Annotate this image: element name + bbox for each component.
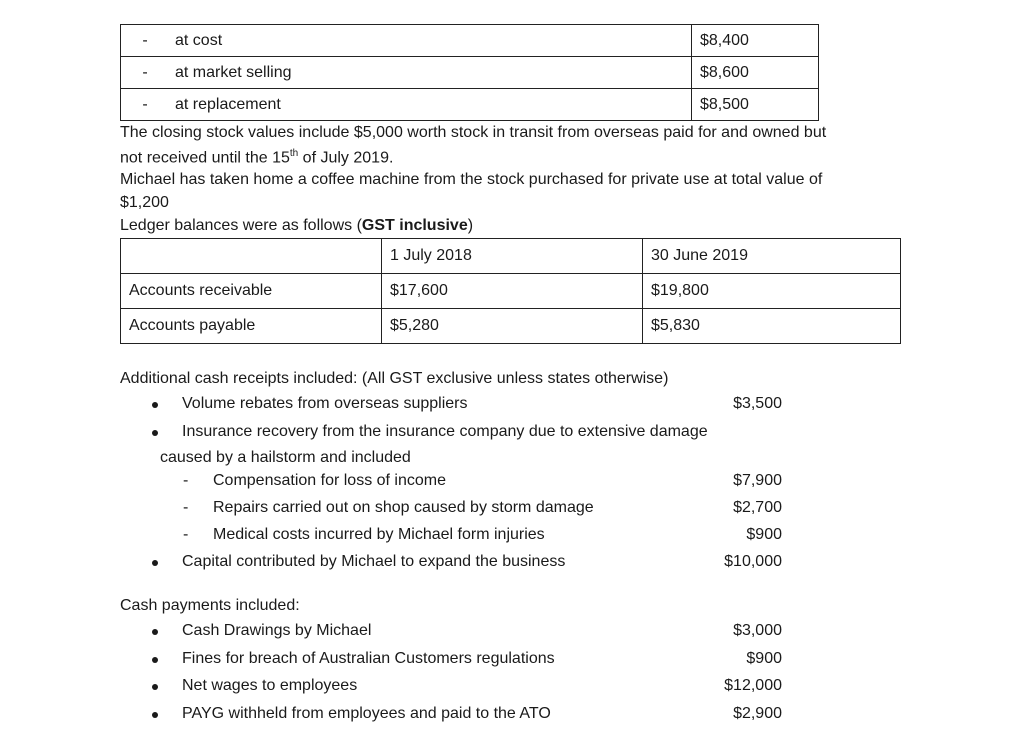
receipt-item-label: Volume rebates from overseas suppliers (182, 395, 468, 412)
dash-marker: - (142, 63, 148, 81)
coffee-machine-paragraph-line1: Michael has taken home a coffee machine from the stock purchased for private use at total value of (120, 171, 823, 188)
stock-value: $8,600 (692, 57, 819, 89)
text-segment: ) (467, 217, 474, 234)
bullet-icon (152, 684, 158, 690)
receipt-subitem-amount: $7,900 (733, 472, 782, 489)
bullet-icon (152, 657, 158, 663)
ledger-cell: Accounts receivable (121, 274, 382, 309)
bullet-icon (152, 402, 158, 408)
ledger-cell: $5,830 (643, 309, 901, 344)
bullet-icon (152, 560, 158, 566)
coffee-machine-paragraph-line2: $1,200 (120, 194, 169, 211)
ledger-intro (120, 217, 473, 235)
dash-marker: - (183, 472, 189, 489)
header-cell: 30 June 2019 (643, 239, 901, 274)
table-row (121, 309, 901, 344)
text-segment: not received until the 15 (120, 149, 290, 167)
ledger-cell: $19,800 (643, 274, 901, 309)
bullet-icon (152, 712, 158, 718)
stock-label: at market selling (175, 63, 292, 81)
receipt-item-amount: $10,000 (724, 553, 782, 570)
payment-item-label: Fines for breach of Australian Customers regulations (182, 650, 555, 667)
stock-valuation-table (120, 24, 819, 121)
table-header-row (121, 239, 901, 274)
dash-marker: - (183, 526, 189, 543)
receipt-item-continuation: caused by a hailstorm and included (160, 449, 411, 466)
receipt-item-label: Insurance recovery from the insurance company due to extensive damage (182, 423, 708, 440)
payment-item-amount: $900 (746, 650, 782, 667)
bullet-icon (152, 430, 158, 436)
receipt-subitem-label: Compensation for loss of income (213, 472, 446, 489)
receipt-item-amount: $3,500 (733, 395, 782, 412)
payment-item-amount: $2,900 (733, 705, 782, 722)
stock-label: at cost (175, 31, 223, 49)
dash-marker: - (183, 499, 189, 516)
payments-heading: Cash payments included: (120, 597, 300, 614)
ledger-balances-table (120, 238, 901, 344)
ledger-cell: $5,280 (382, 309, 643, 344)
payment-item-label: PAYG withheld from employees and paid to the ATO (182, 705, 551, 722)
text-segment: of July 2019. (298, 149, 394, 167)
receipt-item-label: Capital contributed by Michael to expand the business (182, 553, 566, 570)
header-cell (121, 239, 382, 274)
bold-text: GST inclusive (361, 217, 468, 234)
receipt-subitem-label: Repairs carried out on shop caused by storm damage (213, 499, 594, 516)
ledger-cell: $17,600 (382, 274, 643, 309)
ledger-cell: Accounts payable (121, 309, 382, 344)
dash-marker: - (142, 95, 148, 113)
table-row (121, 89, 819, 121)
superscript: th (289, 148, 299, 159)
dash-marker: - (142, 31, 148, 49)
text-segment: Ledger balances were as follows ( (120, 217, 362, 234)
stock-value: $8,400 (692, 25, 819, 57)
payment-item-label: Cash Drawings by Michael (182, 622, 372, 639)
bullet-icon (152, 629, 158, 635)
stock-value: $8,500 (692, 89, 819, 121)
receipt-subitem-amount: $900 (746, 526, 782, 543)
table-row (121, 25, 819, 57)
table-row (121, 274, 901, 309)
payment-item-amount: $3,000 (733, 622, 782, 639)
receipts-heading: Additional cash receipts included: (All GST exclusive unless states otherwise) (120, 370, 669, 387)
closing-stock-paragraph-line1: The closing stock values include $5,000 worth stock in transit from overseas paid for and owned but (120, 124, 827, 141)
receipt-subitem-label: Medical costs incurred by Michael form injuries (213, 526, 545, 543)
stock-label: at replacement (175, 95, 281, 113)
table-row (121, 57, 819, 89)
receipt-subitem-amount: $2,700 (733, 499, 782, 516)
header-cell: 1 July 2018 (382, 239, 643, 274)
payment-item-amount: $12,000 (724, 677, 782, 694)
payment-item-label: Net wages to employees (182, 677, 358, 694)
closing-stock-paragraph-line2 (120, 148, 393, 167)
